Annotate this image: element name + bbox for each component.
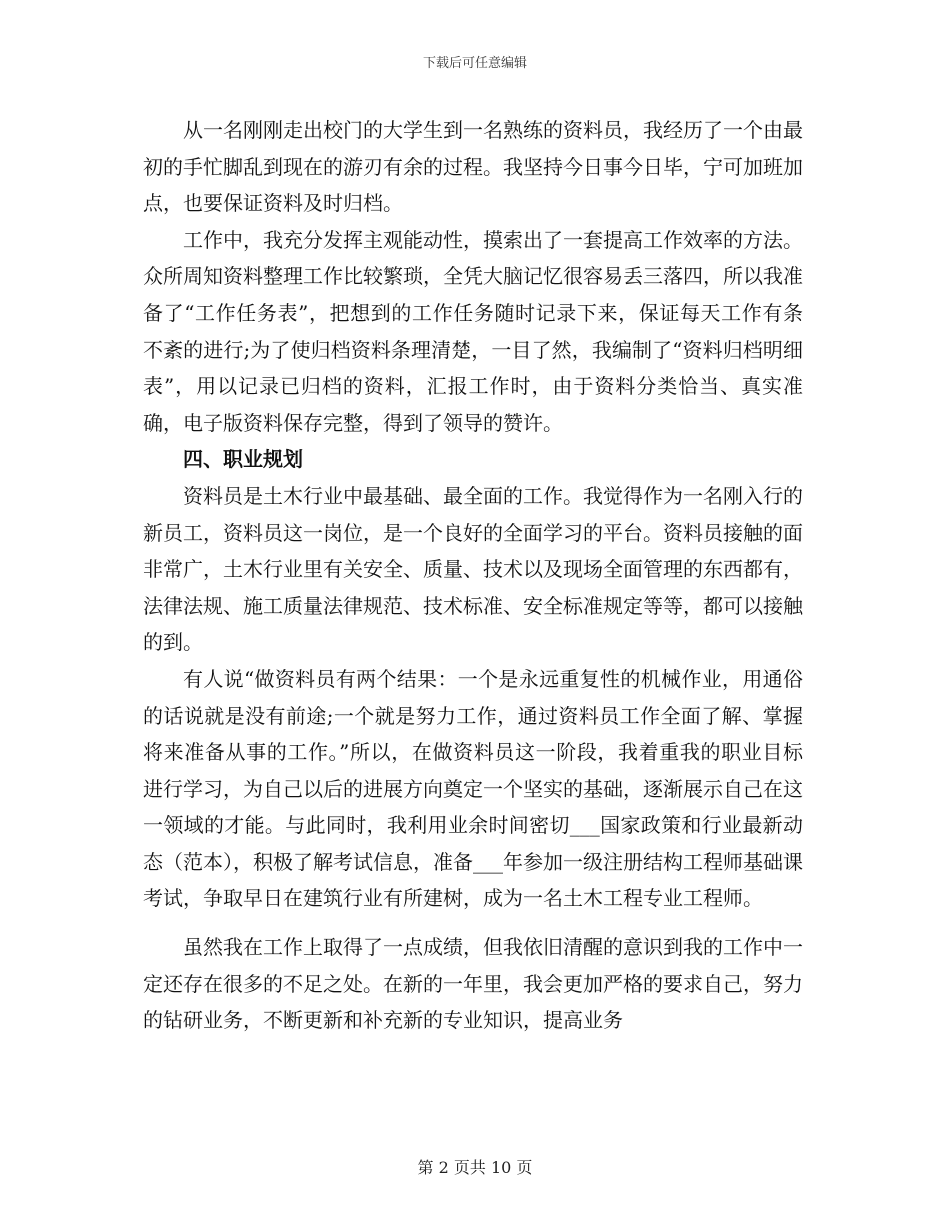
document-body — [143, 112, 803, 1039]
section-heading: 四、职业规划 — [183, 447, 303, 472]
paragraph-4: 有人说“做资料员有两个结果：一个是永远重复性的机械作业，用通俗的话说就是没有前途;一个就是努力工作，通过资料员工作全面了解、掌握将来准备从事的工作。”所以，在做资料员这一阶段，我着重我的职业目标进行学习，为自己以后的进展方向奠定一个坚实的基础，逐渐展示自己在这一领域的才能。与此同时，我利用业余时间密切___国家政策和行业最新动态（范本），积极了解考试信息，准备___年参加一级注册结构工程师基础课考试，争取早日在建筑行业有所建树，成为一名土木工程专业工程师。 — [143, 666, 803, 911]
paragraph-5: 虽然我在工作上取得了一点成绩，但我依旧清醒的意识到我的工作中一定还存在很多的不足之处。在新的一年里，我会更加严格的要求自己，努力的钻研业务，不断更新和补充新的专业知识，提高业务 — [143, 935, 803, 1033]
paragraph-1: 从一名刚刚走出校门的大学生到一名熟练的资料员，我经历了一个由最初的手忙脚乱到现在的游刃有余的过程。我坚持今日事今日毕，宁可加班加点，也要保证资料及时归档。 — [143, 118, 803, 216]
paragraph-spacer — [143, 917, 803, 929]
page-header: 下载后可任意编辑 — [422, 56, 527, 71]
paragraph-3: 资料员是土木行业中最基础、最全面的工作。我觉得作为一名刚入行的新员工，资料员这一岗位，是一个良好的全面学习的平台。资料员接触的面非常广，土木行业里有关安全、质量、技术以及现场全面管理的东西都有，法律法规、施工质量法律规范、技术标准、安全标准规定等等，都可以接触的到。 — [143, 483, 803, 655]
page-footer: 第 2 页共 10 页 — [417, 1158, 533, 1177]
paragraph-2: 工作中，我充分发挥主观能动性，摸索出了一套提高工作效率的方法。众所周知资料整理工作比较繁琐，全凭大脑记忆很容易丢三落四，所以我准备了“工作任务表”，把想到的工作任务随时记录下来，保证每天工作有条不紊的进行;为了使归档资料条理清楚，一目了然，我编制了“资料归档明细表”，用以记录已归档的资料，汇报工作时，由于资料分类恰当、真实准确，电子版资料保存完整，得到了领导的赞许。 — [143, 227, 803, 435]
